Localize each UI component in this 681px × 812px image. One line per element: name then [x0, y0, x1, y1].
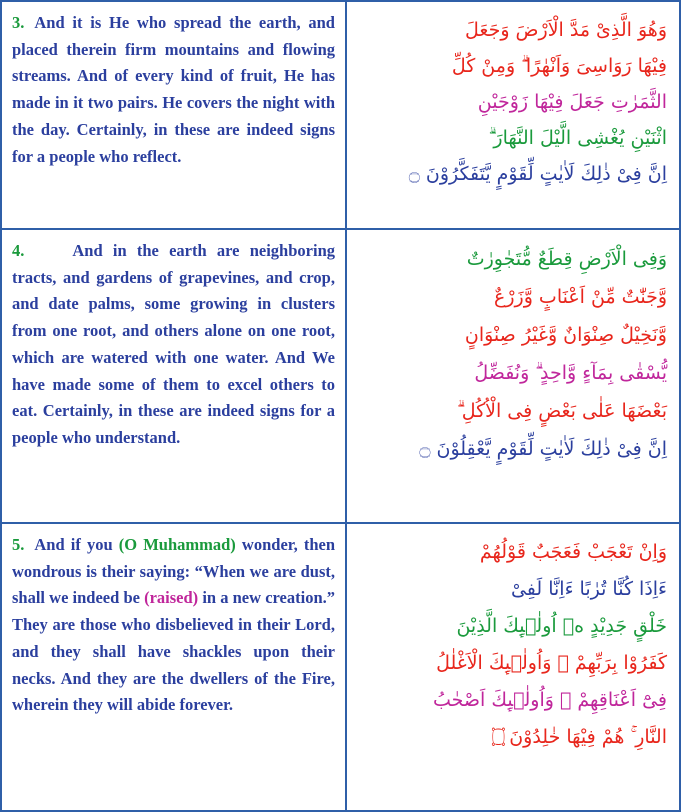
translation-text-3 [12, 10, 335, 170]
arabic-line: اِنَّ فِىْ ذٰلِكَ لَاٰيٰتٍ لِّقَوْمٍ يَّتَفَكَّرُوْنَ ۝ [408, 163, 667, 186]
arabic-line: فِىْٓ اَعْنَاقِهِمْ ۚ وَاُولٰۤىِٕكَ اَصْحٰبُ [432, 689, 667, 712]
arabic-line: وَفِى الْاَرْضِ قِطَعٌ مُّتَجٰوِرٰتٌ [466, 248, 667, 270]
translation-part: wonder, then wondrous is their saying: “When we are dust, shall we indeed be [12, 535, 335, 608]
translation-part: And in the earth are neighboring tracts, and gardens of grapevines, and crop, and date palms, some growing in clusters from one root, and others alone on one root, which are watered with one water. And We have made some of them to excel others to eat. Certainly, in these are indeed signs for a people who understand. [12, 241, 335, 448]
verse-row [2, 230, 679, 524]
verse-number-4: 4. [12, 241, 25, 260]
verse-row [2, 2, 679, 230]
arabic-line: اثْنَيْنِ يُغْشِى الَّيْلَ النَّهَارَ ۗ [488, 127, 667, 150]
arabic-line: وَهُوَ الَّذِىْ مَدَّ الْاَرْضَ وَجَعَلَ [465, 19, 667, 41]
arabic-line: النَّارِ ۚ هُمْ فِيْهَا خٰلِدُوْنَ ۝ [493, 726, 667, 749]
arabic-line: خَلْقٍ جَدِيْدٍ ەۗ اُولٰۤىِٕكَ الَّذِيْنَ [456, 615, 667, 638]
arabic-line: فِيْهَا رَوَاسِىَ وَاَنْهٰرًا ۗ وَمِنْ كُلِّ [451, 55, 667, 78]
arabic-line: وَّجَنّٰتٌ مِّنْ اَعْنَابٍ وَّزَرْعٌ [494, 286, 667, 308]
arabic-cell-5 [347, 524, 679, 810]
translation-cell-3 [2, 2, 347, 228]
arabic-line: وَاِنْ تَعْجَبْ فَعَجَبٌ قَوْلُهُمْ [479, 541, 667, 563]
translation-part: And it is He who spread the earth, and placed therein firm mountains and flowing streams. And of every kind of fruit, He has made in it two pairs. He covers the night with the day. Certainly, in these are indeed signs for a people who reflect. [12, 13, 335, 166]
arabic-line: يُّسْقٰى بِمَآءٍ وَّاحِدٍ ۗ وَنُفَضِّلُ [474, 362, 667, 384]
translation-cell-5 [2, 524, 347, 810]
verse-row [2, 524, 679, 810]
translation-part: And if you [34, 535, 119, 554]
translation-highlight-raised: (raised) [144, 588, 199, 608]
translation-text-5 [12, 532, 335, 719]
arabic-line: ءَاِذَا كُنَّا تُرٰبًا ءَاِنَّا لَفِىْ [510, 578, 667, 601]
arabic-cell-3 [347, 2, 679, 228]
translation-text-4 [12, 238, 335, 452]
verse-number-3: 3. [12, 13, 25, 32]
arabic-line: اِنَّ فِىْ ذٰلِكَ لَاٰيٰتٍ لِّقَوْمٍ يَّعْقِلُوْنَ ۝ [419, 438, 667, 460]
arabic-line: كَفَرُوْا بِرَبِّهِمْ ۚ وَاُولٰۤىِٕكَ الْاَغْلٰلُ [436, 652, 667, 675]
arabic-line: وَّنَخِيْلٌ صِنْوَانٌ وَّغَيْرُ صِنْوَانٍ [464, 324, 667, 346]
arabic-line: بَعْضَهَا عَلٰى بَعْضٍ فِى الْاُكُلِ ۗ [456, 400, 667, 422]
arabic-cell-4 [347, 230, 679, 522]
translation-cell-4 [2, 230, 347, 522]
translation-part: in a new creation.” They are those who disbelieved in their Lord, and they shall have shackles upon their necks. And they are the dwellers of the Fire, wherein they will abide forever. [12, 588, 335, 715]
translation-highlight-muhammad: (O Muhammad) [118, 535, 236, 554]
arabic-line: الثَّمَرٰتِ جَعَلَ فِيْهَا زَوْجَيْنِ [477, 91, 667, 114]
verse-number-5: 5. [12, 535, 25, 554]
